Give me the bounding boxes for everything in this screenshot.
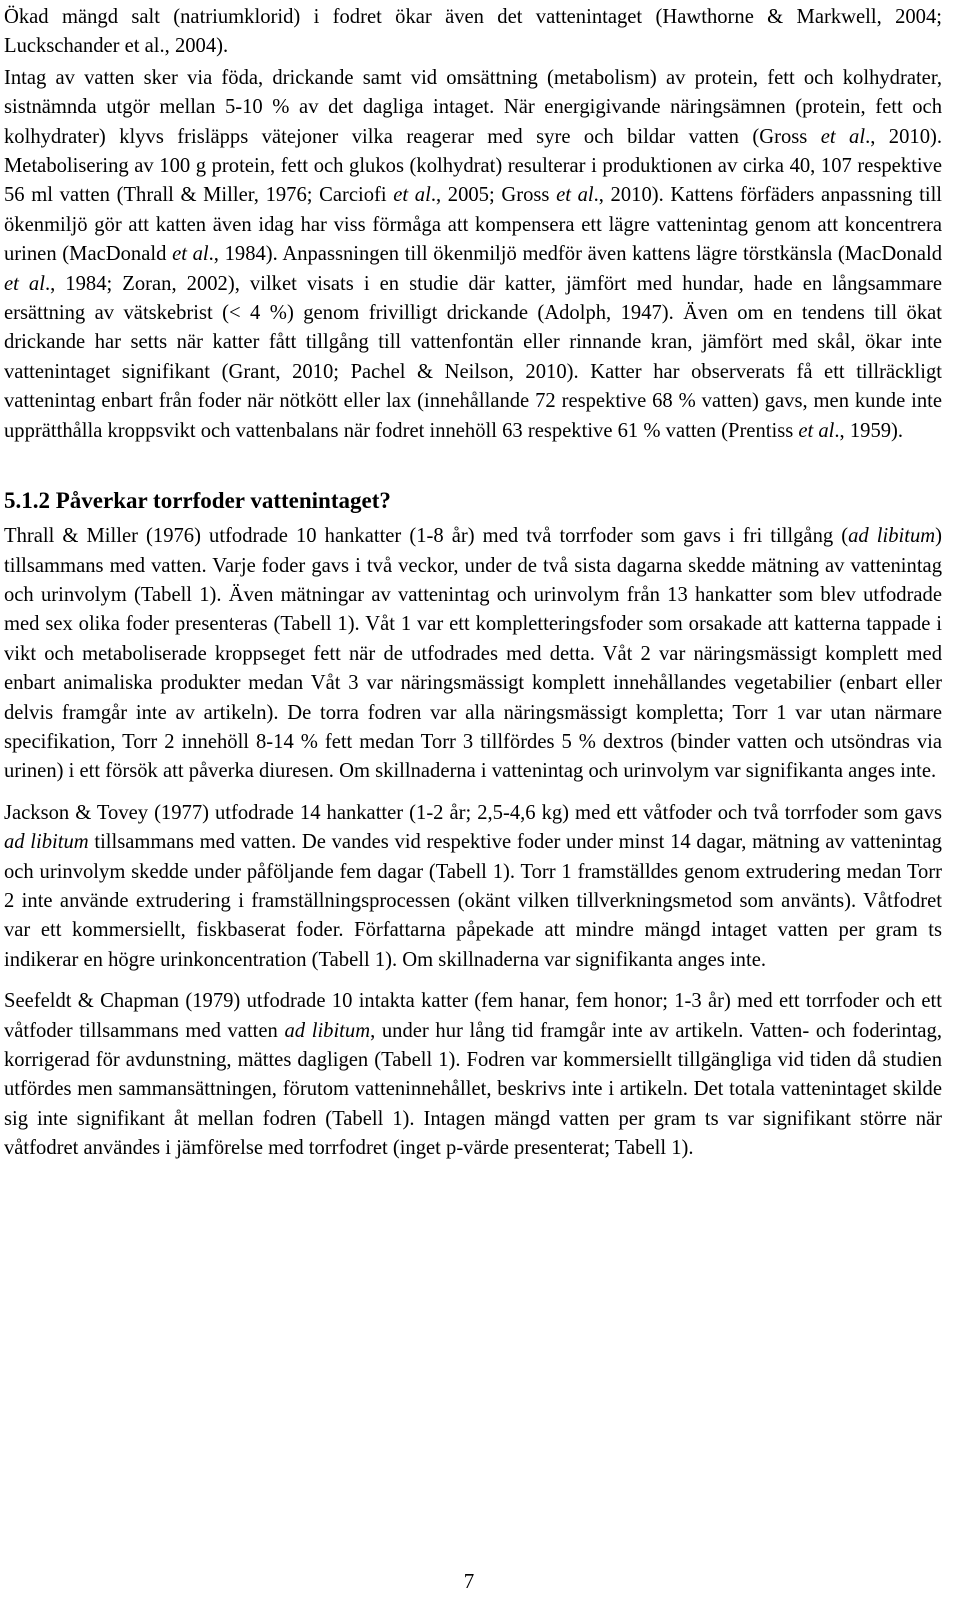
text-run: ) tillsammans med vatten. Varje foder gavs i två veckor, under de två sista dagarna skedde mätning av vattenintag och urinvolym (Tabell 1). Även mätningar av vattenintag och urinvolym från 13 hankatter som blev utfodrade med sex olika foder presenteras (Tabell 1). Våt 1 var ett kompletteringsfoder som orsakade att katterna tappade i vikt och metaboliserade kroppseget fett när de utfodrades med detta. Våt 2 var näringsmässigt komplett med enbart animaliska produkter medan Våt 3 var näringsmässigt komplett innehållandes vegetabilier (enbart eller delvis framgår inte av artikeln). De torra fodren var alla näringsmässigt kompletta; Torr 1 var utan närmare specifikation, Torr 2 innehöll 8-14 % fett medan Torr 3 tillfördes 5 % dextros (binder vatten och utsöndras via urinen) i ett försök att påverka diuresen. Om skillnaderna i vattenintag och urinvolym var signifikanta anges inte. [4, 525, 942, 783]
section-heading: 5.1.2 Påverkar torrfoder vattenintaget? [4, 488, 391, 514]
paragraph-salt-text: Ökad mängd salt (natriumklorid) i fodret ökar även det vattenintaget (Hawthorne & Markwell, 2004; Luckschander et al., 2004). [4, 6, 942, 58]
text-run: tillsammans med vatten. De vandes vid respektive foder under minst 14 dagar, mätning av vattenintag och urinvolym skedde under påföljande fem dagar (Tabell 1). Torr 1 framställdes genom extrudering medan Torr 2 inte använde extrudering i framställningsprocessen (okänt vilken tillverkningsmetod som använts). Våtfodret var ett kommersiellt, fiskbaserat foder. Författarna påpekade att mindre mängd intaget vatten per gram ts indikerar en högre urinkoncentration (Tabell 1). Om skillnaderna var signifikanta anges inte. [4, 831, 942, 971]
text-run: Intag av vatten sker via föda, drickande samt vid omsättning (metabolism) av protein, fett och kolhydrater, sistnämnda utgör mellan 5-10 % av det dagliga intaget. När energigivande näringsämnen (protein, fett och kolhydrater) klyvs frisläpps vätejoner vilka reagerar med syre och bildar vatten (Gross [4, 66, 942, 148]
paragraph-thrall-miller [4, 522, 942, 787]
text-run: Thrall & Miller (1976) utfodrade 10 hankatter (1-8 år) med två torrfoder som gavs i fri tillgång ( [4, 525, 849, 548]
emphasis-et-al: et al [172, 243, 209, 266]
text-run: ., 1984; Zoran, 2002), vilket visats i en studie där katter, jämfört med hundar, hade en långsammare ersättning av vätskebrist (< 4 %) genom frivilligt drickande (Adolph, 1947). Även om en tendens till ökat drickande har setts när katter fått tillgång till vattenfontän eller rinnande kran, jämfört med skål, ökar inte vattenintaget signifikant (Grant, 2010; Pachel & Neilson, 2010). Katter har observerats få ett tillräckligt vattenintag enbart från foder när nötkött eller lax (innehållande 72 respektive 68 % vatten) gavs, men kunde inte upprätthålla kroppsvikt och vattenbalans när fodret innehöll 63 respektive 61 % vatten (Prentiss [4, 272, 943, 442]
emphasis-et-al: et al [4, 272, 45, 295]
paragraph-salt [4, 3, 942, 62]
text-run: ., 2010). Metabolisering av 100 g protein, fett och glukos (kolhydrat) resulterar i produktionen av cirka 40, 107 respektive 56 ml vatten (Thrall & Miller, 1976; Carciofi [4, 125, 943, 207]
paragraph-jackson-tovey [4, 799, 942, 975]
paragraph-seefeldt-chapman [4, 987, 942, 1163]
emphasis-et-al: et al [820, 125, 866, 148]
text-run: ., 1959). [834, 419, 904, 442]
paragraph-water-intake [4, 64, 942, 446]
text-run: Jackson & Tovey (1977) utfodrade 14 hankatter (1-2 år; 2,5-4,6 kg) med ett våtfoder och två torrfoder som gavs [4, 801, 942, 824]
text-run: Seefeldt & Chapman (1979) utfodrade 10 intakta katter (fem hanar, fem honor; 1-3 år) med ett torrfoder och ett våtfoder tillsammans med vatten [4, 990, 942, 1042]
emphasis-et-al: et al [393, 184, 431, 207]
emphasis-ad-libitum: ad libitum [848, 525, 936, 548]
text-run: ., 1984). Anpassningen till ökenmiljö medför även kattens lägre törstkänsla (MacDonald [208, 243, 943, 266]
text-run: , under hur lång tid framgår inte av artikeln. Vatten- och foderintag, korrigerad för avdunstning, mättes dagligen (Tabell 1). Fodren var kommersiellt tillgängliga vid tiden då studien utfördes men sammansättningen, förutom vatteninnehållet, beskrivs inte i artikeln. Det totala vattenintaget skilde sig inte signifikant åt mellan fodren (Tabell 1). Intagen mängd vatten per gram ts var signifikant större när våtfodret användes i jämförelse med torrfodret (inget p-värde presenterat; Tabell 1). [4, 1019, 942, 1160]
emphasis-ad-libitum: ad libitum [4, 831, 89, 854]
text-run: ., 2010). Kattens förfäders anpassning till ökenmiljö gör att katten även idag har viss förmåga att kompensera ett lägre vattenintag genom att koncentrera urinen (MacDonald [4, 184, 943, 266]
text-run: ., 2005; Gross [430, 184, 557, 207]
emphasis-et-al: et al [798, 419, 835, 442]
emphasis-et-al: et al [556, 184, 594, 207]
emphasis-ad-libitum: ad libitum [284, 1019, 371, 1042]
document-page [4, 0, 942, 1164]
page-number: 7 [463, 1569, 475, 1593]
